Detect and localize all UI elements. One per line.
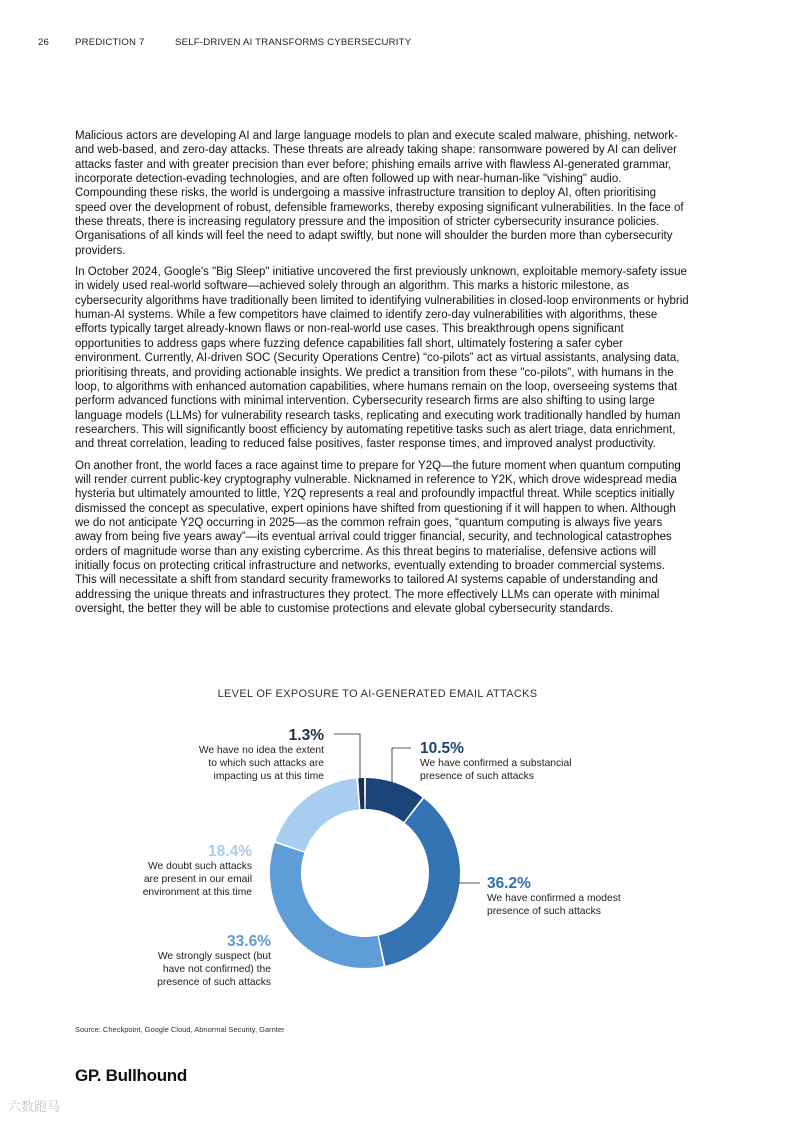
label-33-6-line-3: presence of such attacks bbox=[157, 976, 271, 988]
label-33-6-line-2: have not confirmed) the bbox=[162, 963, 271, 975]
donut-slice-1-3 bbox=[358, 778, 364, 809]
label-36-2 bbox=[487, 875, 621, 919]
donut-slice-18-4 bbox=[276, 778, 360, 851]
label-33-6-line-1: We strongly suspect (but bbox=[157, 951, 271, 962]
label-10-5-line-2: presence of such attacks bbox=[420, 770, 534, 782]
label-1-3 bbox=[150, 727, 324, 783]
chart-title: LEVEL OF EXPOSURE TO AI-GENERATED EMAIL ATTACKS bbox=[217, 688, 538, 700]
chart-source: Source: Checkpoint, Google Cloud, Abnormal Security, Garnter bbox=[75, 1025, 285, 1034]
label-33-6 bbox=[100, 933, 271, 989]
label-10-5 bbox=[420, 740, 571, 784]
label-1-3-line-3: impacting us at this time bbox=[213, 770, 324, 782]
watermark: 六数跑马 bbox=[8, 1099, 61, 1114]
label-10-5-value: 10.5% bbox=[420, 740, 464, 757]
paragraph-2: In October 2024, Google's "Big Sleep" initiative uncovered the first previously unknown, exploitable memory-safety issue in widely used real-world software—achieved solely through an algorithm. This marks a historic milestone, as cybersecurity algorithms have traditionally been limited to identifying vulnerabilities in closed-loop environments or hybrid human-AI systems. While a few competitors have claimed to identify zero-day vulnerabilities with algorithms, these efforts typically target already-known flaws or non-real-world use cases. This breakthrough opens significant opportunities to address gaps where fuzzing defence capabilities fall short, ultimately fostering a safer cyber environment. Currently, AI-driven SOC (Security Operations Centre) “co-pilots” act as virtual assistants, analysing data, prioritising threats, and providing actionable insights. We predict a transition from these "co-pilots", with humans in the loop, to algorithms with enhanced automation capabilities, where humans remain on the loop, overseeing systems that perform advanced functions with minimal intervention. Cybersecurity research firms are also shifting to using large language models (LLMs) for vulnerability research tasks, replicating and executing work traditionally handled by human researchers. This will significantly boost efficiency by automating repetitive tasks such as alert triage, data enrichment, and threat correlation, leading to reduced false positives, faster response times, and improved analyst productivity. bbox=[75, 266, 689, 451]
section-title: SELF-DRIVEN AI TRANSFORMS CYBERSECURITY bbox=[175, 37, 412, 48]
label-18-4-value: 18.4% bbox=[208, 843, 252, 860]
section-label: PREDICTION 7 bbox=[75, 37, 145, 48]
label-36-2-line-2: presence of such attacks bbox=[487, 905, 601, 917]
donut-slices bbox=[270, 778, 460, 968]
label-18-4-line-2: are present in our email bbox=[143, 873, 252, 885]
donut-slice-33-6 bbox=[270, 843, 384, 968]
company-logo: GP. Bullhound bbox=[75, 1066, 187, 1085]
label-18-4-line-3: environment at this time bbox=[142, 886, 252, 898]
label-36-2-value: 36.2% bbox=[487, 875, 531, 892]
label-1-3-line-1: We have no idea the extent bbox=[198, 745, 324, 756]
paragraph-1: Malicious actors are developing AI and large language models to plan and execute scaled malware, phishing, network- and web-based, and zero-day attacks. These threats are already taking shape: ransomware powered by AI can deliver attacks faster and with greater precision than ever before; phishing emails arrive with flawless AI-generated grammar, incorporate detection-evading technologies, and are often followed up with near-human-like "vishing" audio. Compounding these risks, the world is undergoing a massive infrastructure transition to deploy AI, often prioritising speed over the development of robust, defensible frameworks, thereby exposing significant vulnerabilities. In the face of these threats, there is increasing regulatory pressure and the imposition of stricter cybersecurity insurance policies. Organisations of all kinds will feel the need to adapt swiftly, but none will shoulder the burden more than cybersecurity providers. bbox=[75, 130, 684, 257]
label-18-4 bbox=[100, 843, 252, 899]
label-18-4-line-1: We doubt such attacks bbox=[148, 861, 252, 872]
label-1-3-line-2: to which such attacks are bbox=[208, 757, 324, 769]
page-number: 26 bbox=[38, 37, 50, 48]
label-36-2-line-1: We have confirmed a modest bbox=[487, 893, 621, 904]
label-1-3-value: 1.3% bbox=[288, 727, 324, 744]
leader-line-1-3 bbox=[334, 734, 360, 778]
donut-slice-36-2 bbox=[379, 799, 460, 966]
paragraph-3: On another front, the world faces a race against time to prepare for Y2Q—the future moment when quantum computing will render current public-key cryptography vulnerable. Nicknamed in reference to Y2K, which drove widespread media hysteria but ultimately amounted to little, Y2Q represents a real and profoundly impactful threat. While sceptics initially dismissed the concept as speculative, expert opinions have shifted from questioning if it will happen to when. Although we do not anticipate Y2Q occurring in 2025—as the common refrain goes, “quantum computing is always five years away from being five years away”—its eventual arrival could trigger financial, security, and technological catastrophes orders of magnitude worse than any existing cybercrime. As this threat begins to materialise, defensive actions will initially focus on protecting critical infrastructure and networks, eventually extending to broader commercial systems. This will necessitate a shift from standard security frameworks to tailored AI systems capable of understanding and addressing the unique threats and infrastructures they protect. The more effectively LLMs can operate with minimal oversight, the better they will be able to customise protections and elevate global cybersecurity standards. bbox=[75, 459, 681, 615]
label-10-5-line-1: We have confirmed a substancial bbox=[420, 758, 572, 769]
leader-line-10-5 bbox=[392, 748, 411, 782]
label-33-6-value: 33.6% bbox=[227, 933, 271, 950]
